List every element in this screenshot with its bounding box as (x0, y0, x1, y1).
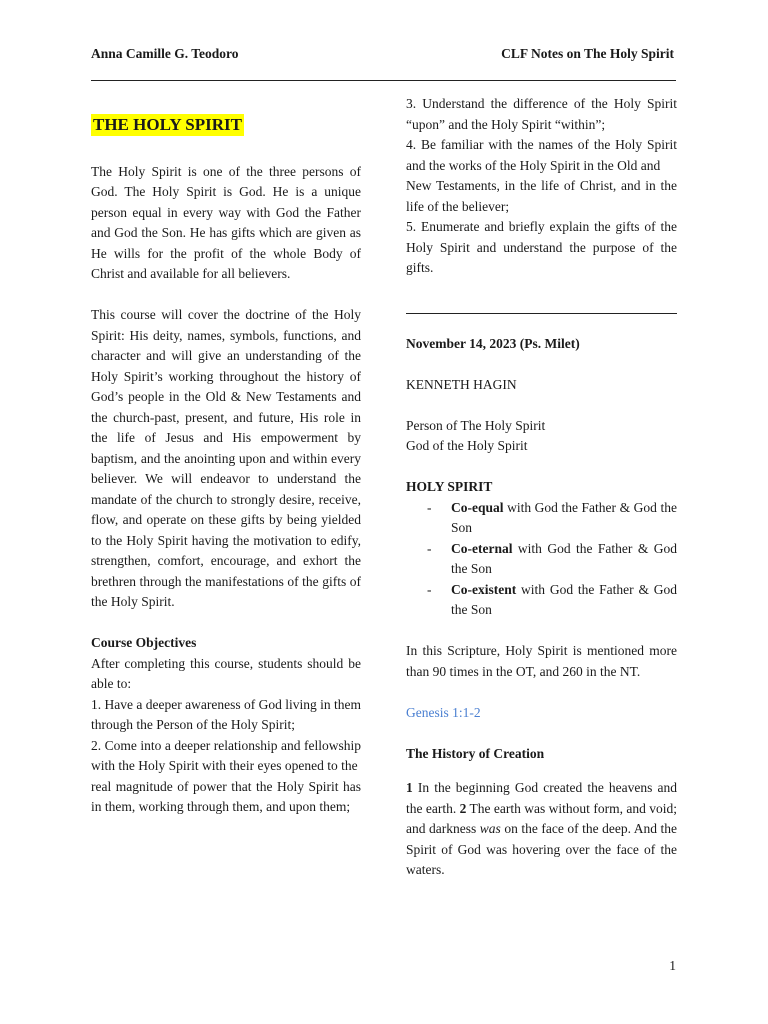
verse-2-italic-word: was (479, 821, 501, 836)
objective-1: 1. Have a deeper awareness of God living in them through the Person of the Holy Spirit; (91, 696, 361, 732)
list-dash: - (427, 581, 432, 597)
list-dash: - (427, 499, 432, 515)
list-item-term: Co-existent (451, 581, 517, 597)
verse-number-2: 2 (459, 800, 467, 816)
objectives-intro: After completing this course, students should be able to: (91, 655, 361, 691)
page-number: 1 (669, 958, 676, 973)
verse-number-1: 1 (406, 780, 413, 795)
objective-4b: New Testaments, in the life of Christ, and in the life of the believer; (406, 178, 677, 214)
attribute-list (406, 498, 677, 621)
list-item-term: Co-eternal (451, 540, 513, 556)
objective-4a: 4. Be familiar with the names of the Holy Spirit and the works of the Holy Spirit in the Old and (406, 137, 677, 173)
header-doc-title: CLF Notes on The Holy Spirit (501, 46, 674, 61)
objective-3: 3. Understand the difference of the Holy Spirit “upon” and the Holy Spirit “within”; (406, 96, 677, 132)
speaker-name: KENNETH HAGIN (406, 376, 517, 392)
list-item (406, 498, 677, 539)
verse-2-text-b: on the face of the deep. And the Spirit of God was hovering over the face of the waters. (406, 821, 678, 877)
objective-2a: 2. Come into a deeper relationship and fellowship with the Holy Spirit with their eyes opened to the (91, 737, 361, 773)
objectives-heading: Course Objectives (91, 635, 197, 650)
list-item-text: with God the Father & God the Son (451, 540, 677, 576)
list-item-text: with God the Father & God the Son (451, 499, 677, 535)
holy-spirit-heading: HOLY SPIRIT (406, 479, 493, 494)
intro-paragraph: The Holy Spirit is one of the three persons of God. The Holy Spirit is God. He is a unique person equal in every way with God the Father and God the Son. He has gifts which are given as He wills for the profit of the whole Body of Christ and available for all believers. (91, 163, 361, 281)
list-dash: - (427, 540, 432, 556)
scripture-reference-link[interactable]: Genesis 1:1-2 (406, 704, 481, 720)
person-line: Person of The Holy Spirit (406, 417, 546, 433)
scripture-note: In this Scripture, Holy Spirit is mentioned more than 90 times in the OT, and 260 in the NT. (406, 643, 677, 679)
header-author: Anna Camille G. Teodoro (91, 46, 239, 61)
page-title: THE HOLY SPIRIT (93, 115, 242, 134)
objective-5: 5. Enumerate and briefly explain the gifts of the Holy Spirit and understand the purpose of the gifts. (406, 219, 677, 275)
god-line: God of the Holy Spirit (406, 438, 528, 453)
left-column (91, 94, 361, 818)
list-item (406, 539, 677, 580)
scripture-verses (406, 778, 677, 881)
objective-2b: real magnitude of power that the Holy Spirit has in them, working through them, and upon them; (91, 778, 361, 814)
verse-1-text: In the beginning God created the heavens and the earth. (406, 780, 677, 816)
right-column (406, 94, 677, 881)
list-item-term: Co-equal (451, 499, 504, 515)
course-paragraph: This course will cover the doctrine of the Holy Spirit: His deity, names, symbols, functions, and character and will give an understanding of the Holy Spirit’s working throughout the history of God’s people in the Old & New Testaments and the church-past, present, and future, His role in the life of Jesus and His empowerment by baptism, and the anointing upon and within every believer. We will endeavor to understand the mandate of the church to strongly desire, receive, flow, and operate on these gifts by being yielded to the Holy Spirit having the motivation to edify, strengthen, comfort, encourage, and exhort the brethren through the manifestations of the gifts of the Holy Spirit. (91, 307, 361, 609)
list-item (406, 580, 677, 621)
date-line: November 14, 2023 (Ps. Milet) (406, 335, 580, 351)
header-rule (91, 80, 676, 81)
history-heading: The History of Creation (406, 745, 545, 761)
verse-2-text-a: The earth was without form, and void; and darkness (406, 800, 677, 836)
list-item-text: with God the Father & God the Son (451, 581, 677, 617)
